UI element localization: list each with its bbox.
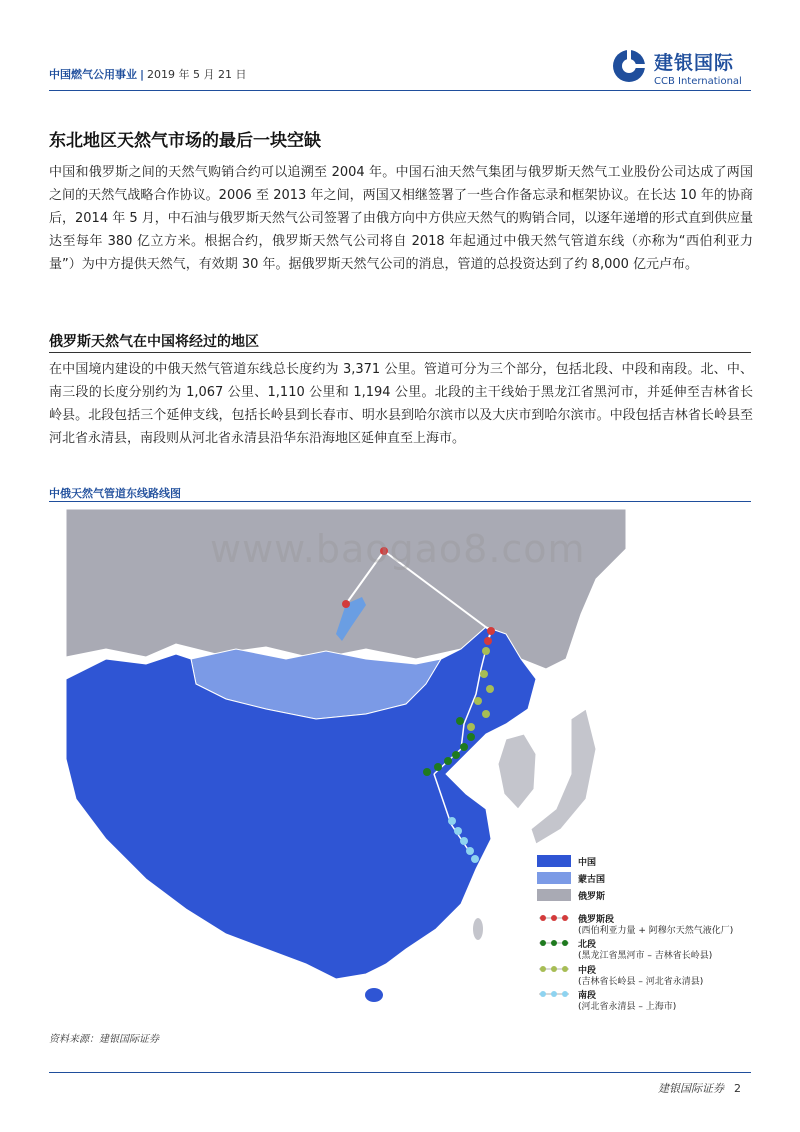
legend-label: 俄罗斯	[578, 892, 606, 902]
report-series: 中国燃气公用事业	[49, 68, 137, 81]
logo-chinese: 建银国际	[654, 52, 735, 74]
legend-label: 中国	[578, 858, 597, 868]
middle-segment-marker	[482, 647, 490, 655]
subsection-body: 在中国境内建设的中俄天然气管道东线总长度约为 3,371 公里。管道可分为三个部分，包括北段、中段和南段。北、中、南三段的长度分别约为 1,067 公里、1,110 公里和 1,194 公里。北段的主干线始于黑龙江省黑河市，并延伸至吉林省长岭县。北段包括三个延伸支线，包括长岭县到长春市、明水县到哈尔滨市以及大庆市到哈尔滨市。中段包括吉林省长岭县至河北省永清县，南段则从河北省永清县沿华东沿海地区延伸直至上海市。	[49, 362, 753, 446]
legend-line-icon	[537, 988, 571, 1000]
north-segment-marker	[423, 768, 431, 776]
header-separator: |	[140, 68, 145, 81]
north-segment-marker	[460, 743, 468, 751]
report-date: 2019 年 5 月 21 日	[147, 68, 247, 81]
legend-label: 北段	[578, 940, 597, 950]
legend-swatch	[537, 889, 571, 901]
hainan-island	[365, 988, 383, 1002]
figure-title: 中俄天然气管道东线路线图	[49, 487, 181, 500]
legend-label: 俄罗斯段	[578, 915, 615, 925]
legend-label: 南段	[578, 991, 597, 1001]
figure-source: 资料来源：建银国际证券	[49, 1034, 159, 1045]
legend-line-icon	[537, 937, 571, 949]
watermark: www.baogao8.com	[210, 527, 586, 571]
russia-segment-marker	[342, 600, 350, 608]
logo-english: CCB International	[654, 76, 742, 87]
south-segment-marker	[460, 837, 468, 845]
legend-sublabel: (黑龙江省黑河市 – 吉林省长岭县)	[578, 951, 713, 961]
north-segment-marker	[456, 717, 464, 725]
taiwan-island	[473, 918, 483, 940]
legend-sublabel: (吉林省长岭县 – 河北省永清县)	[578, 977, 704, 987]
figure-rule	[49, 501, 751, 502]
legend-label: 中段	[578, 966, 597, 976]
legend-swatch	[537, 855, 571, 867]
legend-swatch	[537, 872, 571, 884]
header-rule	[49, 90, 751, 91]
legend-sublabel: (河北省永清县 – 上海市)	[578, 1002, 677, 1012]
footer-org: 建银国际证券	[658, 1082, 724, 1095]
logo-wordmark	[654, 48, 742, 87]
north-segment-marker	[444, 757, 452, 765]
middle-segment-marker	[467, 723, 475, 731]
page-number: 2	[734, 1082, 741, 1095]
subsection-title: 俄罗斯天然气在中国将经过的地区	[49, 334, 259, 350]
south-segment-marker	[454, 827, 462, 835]
south-segment-marker	[466, 847, 474, 855]
russia-segment-marker	[484, 637, 492, 645]
middle-segment-marker	[480, 670, 488, 678]
legend-label: 蒙古国	[578, 875, 606, 885]
middle-segment-marker	[482, 710, 490, 718]
section-body: 中国和俄罗斯之间的天然气购销合约可以追溯至 2004 年。中国石油天然气集团与俄罗斯天然气工业股份公司达成了两国之间的天然气战略合作协议。2006 至 2013 年之间，两国又相继签署了一些合作备忘录和框架协议。在长达 10 年的协商后，2014 年 5 月，中石油与俄罗斯天然气公司签署了由俄方向中方供应天然气的购销合同，以逐年递增的形式直到供应量达至每年 380 亿立方米。根据合约，俄罗斯天然气公司将自 2018 年起通过中俄天然气管道东线（亦称为“西伯利亚力量”）为中方提供天然气，有效期 30 年。据俄罗斯天然气公司的消息，管道的总投资达到了约 8,000 亿元卢布。	[49, 165, 753, 272]
south-segment-marker	[448, 817, 456, 825]
north-segment-marker	[467, 733, 475, 741]
section-title: 东北地区天然气市场的最后一块空缺	[49, 131, 321, 151]
middle-segment-marker	[474, 697, 482, 705]
report-header	[49, 66, 247, 82]
subsection-rule	[49, 352, 751, 353]
page-footer	[658, 1080, 741, 1096]
legend-sublabel: (西伯利亚力量 + 阿穆尔天然气液化厂)	[578, 926, 734, 936]
north-segment-marker	[452, 751, 460, 759]
footer-rule	[49, 1072, 751, 1073]
north-segment-marker	[434, 763, 442, 771]
russia-segment-marker	[487, 627, 495, 635]
middle-segment-marker	[486, 685, 494, 693]
legend-line-icon	[537, 912, 571, 924]
legend-line-icon	[537, 963, 571, 975]
south-segment-marker	[471, 855, 479, 863]
